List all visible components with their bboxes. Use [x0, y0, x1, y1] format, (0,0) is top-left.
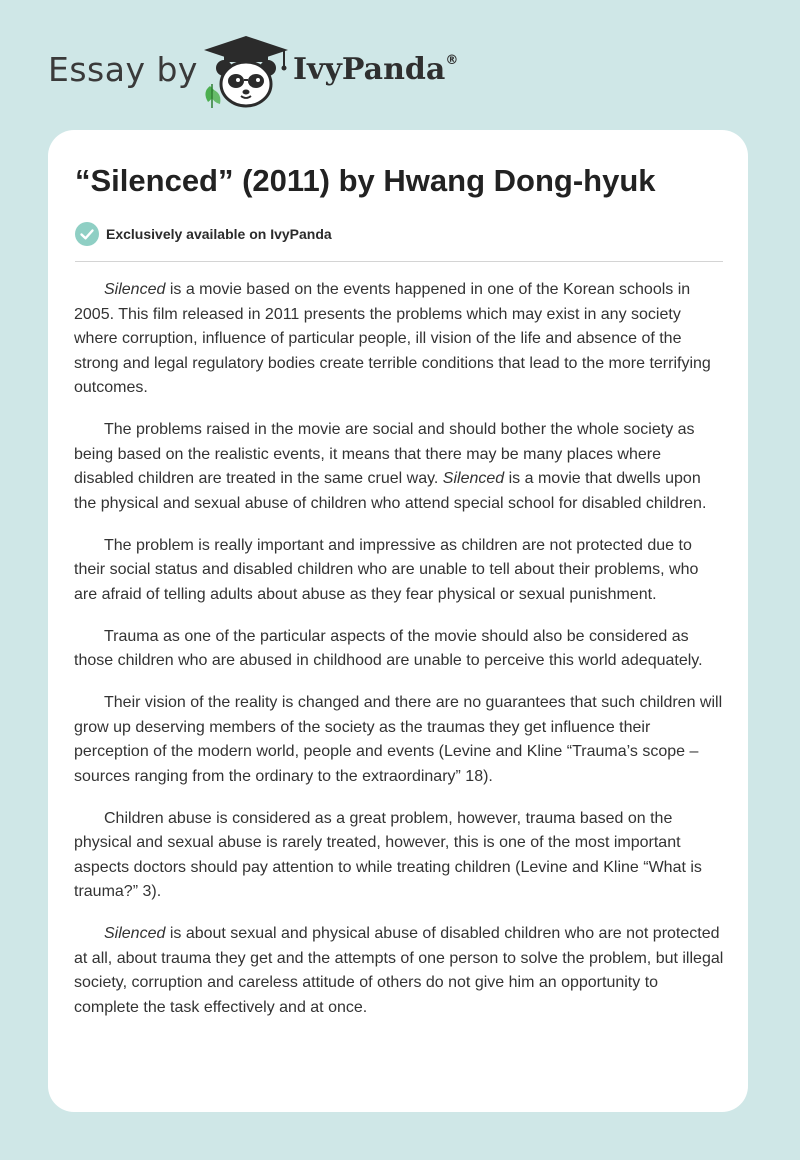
exclusive-badge-label: Exclusively available on IvyPanda — [106, 226, 332, 242]
page-title: “Silenced” (2011) by Hwang Dong-hyuk — [75, 163, 656, 198]
paragraph-3: The problem is really important and impressive as children are not protected due to their social status and disabled children who are unable to tell about their problems, who are afraid of telling adults about abuse as they fear physical or sexual punishment. — [74, 536, 699, 603]
check-circle-icon — [75, 222, 99, 246]
paragraph-5: Their vision of the reality is changed and there are no guarantees that such children will grow up deserving members of the society as the traumas they get influence their perception of the modern world, people and events (Levine and Kline “Trauma’s scope – sources ranging from the ordinary to the extraordinary” 18). — [74, 694, 723, 785]
paragraph-1: Silenced is a movie based on the events happened in one of the Korean schools in 2005. This film released in 2011 presents the problems which may exist in any society where corruption, influence of particular people, ill vision of the life and absence of the strong and legal regulatory bodies create terrible conditions that lead to the more terrifying outcomes. — [74, 281, 711, 396]
title-divider — [75, 261, 723, 262]
paragraph-7: Silenced is about sexual and physical abuse of disabled children who are not protected at all, about trauma they get and the attempts of one person to solve the problem, but illegal society, corruption and careless attitude of others do not give him an opportunity to complete the task effectively and at once. — [74, 925, 724, 1016]
panda-graduate-icon[interactable] — [200, 34, 292, 110]
ivy-leaf-icon — [205, 84, 220, 108]
film-title: Silenced — [442, 470, 505, 487]
essay-by-label: Essay by — [48, 50, 198, 89]
essay-body — [74, 278, 724, 1038]
film-title: Silenced — [104, 925, 166, 942]
site-header — [0, 0, 800, 130]
exclusive-badge — [75, 221, 332, 247]
essay-card — [48, 130, 748, 1112]
paragraph-6: Children abuse is considered as a great problem, however, trauma based on the physical and sexual abuse is rarely treated, however, this is one of the most important aspects doctors should pay attention to while treating children (Levine and Kline “What is trauma?” 3). — [74, 809, 702, 900]
film-title: Silenced — [104, 281, 166, 298]
registered-mark: ® — [445, 53, 459, 68]
paragraph-2: The problems raised in the movie are social and should bother the whole society as being based on the realistic events, it means that there may be many places where disabled children are treated in the same cruel way. Silenced is a movie that dwells upon the physical and sexual abuse of children who attend special school for disabled children. — [74, 421, 707, 512]
brand-name[interactable]: IvyPanda® — [293, 52, 459, 87]
paragraph-4: Trauma as one of the particular aspects of the movie should also be considered as those children who are abused in childhood are unable to perceive this world adequately. — [74, 627, 703, 669]
